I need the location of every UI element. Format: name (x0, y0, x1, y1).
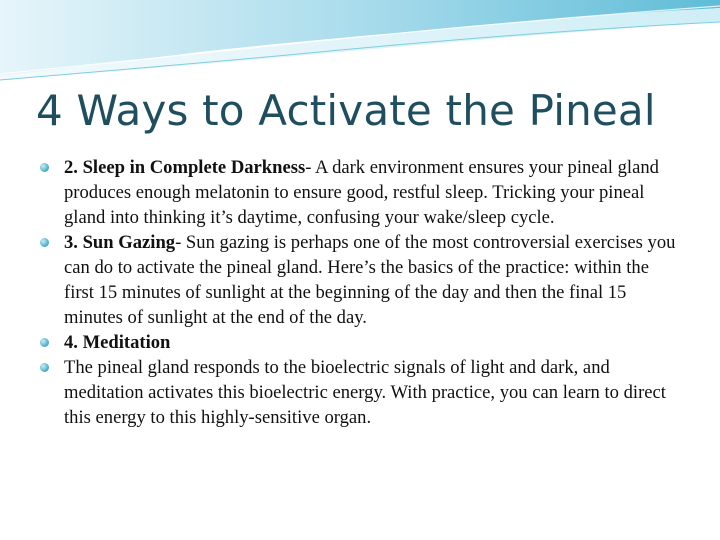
bullet-dot-icon (40, 163, 49, 172)
bullet-item-sleep (40, 155, 680, 230)
bullet-heading: 4. Meditation (64, 332, 171, 353)
bullet-item-sun-gazing (40, 230, 680, 330)
slide-title: 4 Ways to Activate the Pineal (36, 86, 656, 135)
bullet-item-pineal-response (40, 355, 680, 430)
bullet-text: - Sun gazing is perhaps one of the most controversial exercises you can do to activate the pineal gland. Here’s the basics of the practice: within the first 15 minutes of sunlight at the beginning of the day and then the final 15 minutes of sunlight at the end of the day. (64, 232, 676, 328)
bullet-list (40, 155, 680, 430)
bullet-heading: 2. Sleep in Complete Darkness (64, 157, 306, 178)
bullet-text: The pineal gland responds to the bioelectric signals of light and dark, and meditation activates this bioelectric energy. With practice, you can learn to direct this energy to this highly-sensitive organ. (64, 357, 666, 428)
bullet-item-meditation (40, 330, 680, 355)
bullet-text: - A dark environment ensures your pineal gland produces enough melatonin to ensure good, restful sleep. Tricking your pineal gland into thinking it’s daytime, confusing your wake/sleep cycle. (64, 157, 659, 228)
header-wave-decoration (0, 0, 720, 90)
bullet-heading: 3. Sun Gazing (64, 232, 176, 253)
bullet-dot-icon (40, 363, 49, 372)
bullet-dot-icon (40, 338, 49, 347)
bullet-dot-icon (40, 238, 49, 247)
